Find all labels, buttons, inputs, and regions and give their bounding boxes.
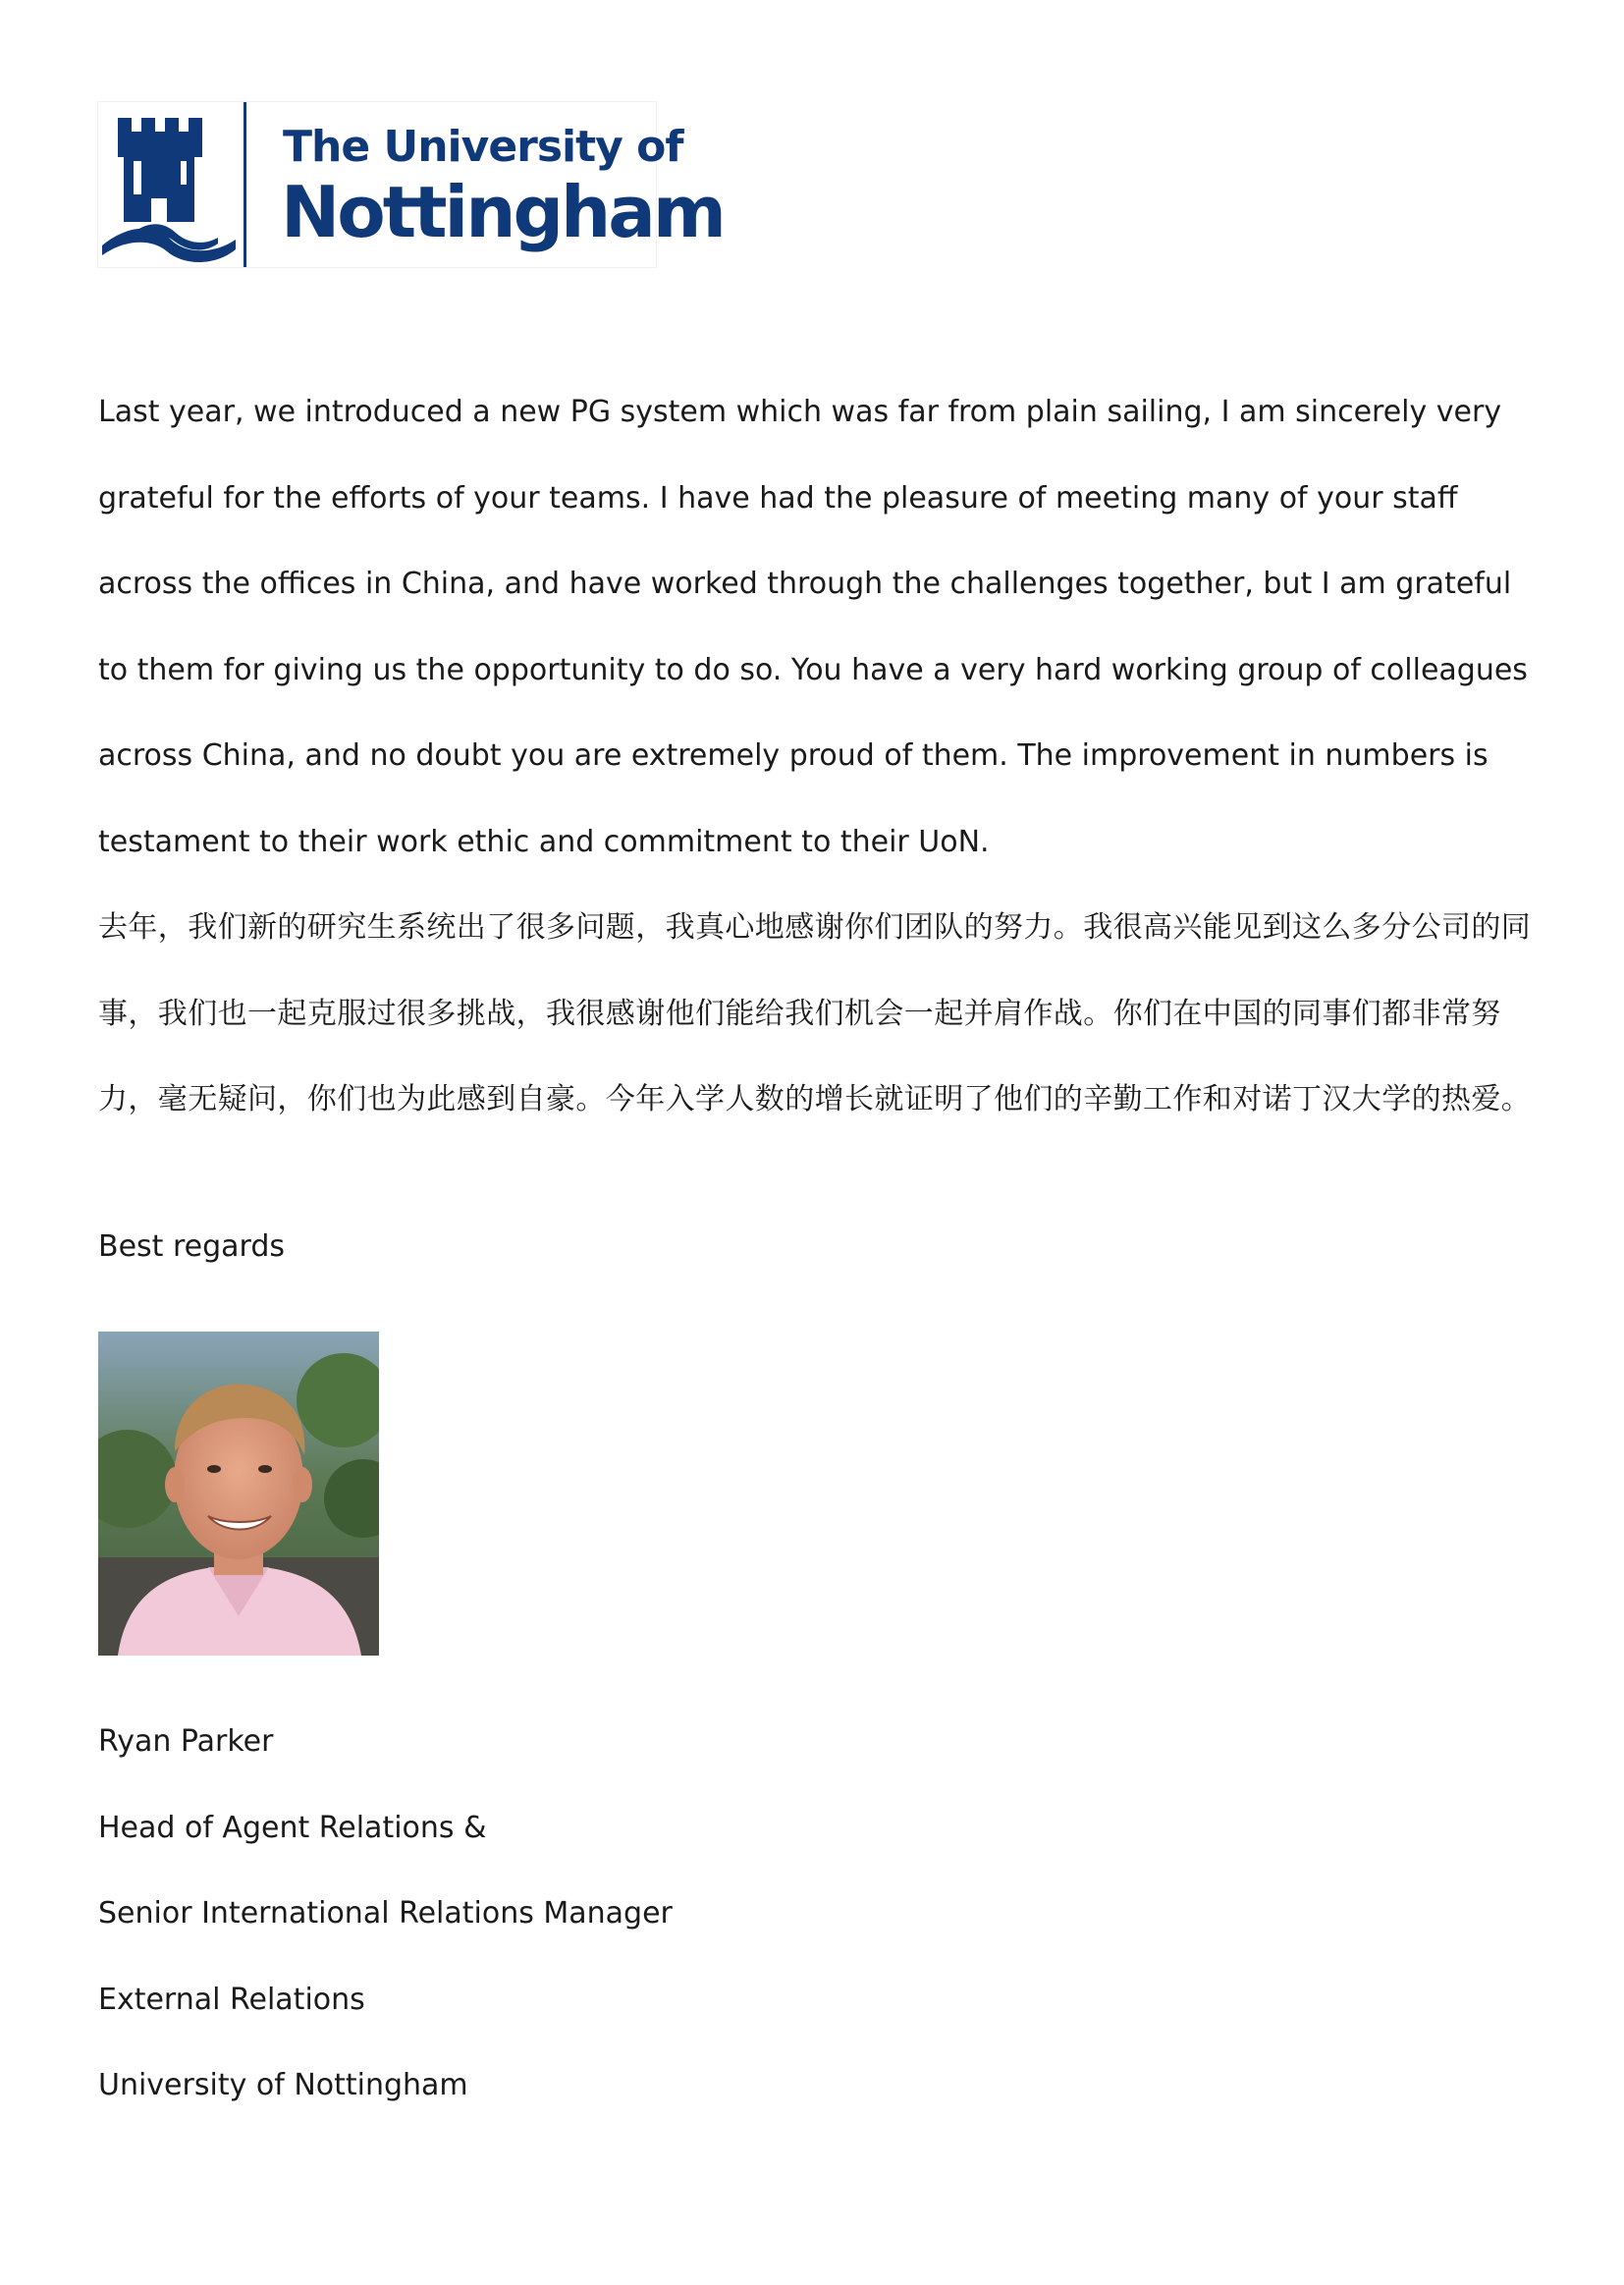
- logo-text-line2: Nottingham: [281, 171, 724, 253]
- paragraph-english: Last year, we introduced a new PG system which was far from plain sailing, I am sincerely very grateful for the efforts of your teams. I have had the pleasure of meeting many of your staff across the offices in China, and have worked through the challenges together, but I am grateful to them for giving us the opportunity to do so. You have a very hard working group of colleagues across China, and no doubt you are extremely proud of them. The improvement in numbers is testament to their work ethic and commitment to their UoN.: [98, 395, 1528, 859]
- closing-salutation: Best regards: [98, 1229, 286, 1264]
- signature-block: [98, 1699, 673, 2129]
- logo-text-line1: The University of: [283, 122, 683, 172]
- signatory-name: Ryan Parker: [98, 1724, 274, 1759]
- logo-divider: [244, 102, 246, 267]
- university-logo: [98, 102, 724, 267]
- paragraph-chinese: 去年，我们新的研究生系统出了很多问题，我真心地感谢你们团队的努力。我很高兴能见到这么多分公司的同事，我们也一起克服过很多挑战，我很感谢他们能给我们机会一起并肩作战。你们在中国的同事们都非常努力，毫无疑问，你们也为此感到自豪。今年入学人数的增长就证明了他们的辛勤工作和对诺丁汉大学的热爱。: [98, 910, 1532, 1116]
- signatory-department: External Relations: [98, 1982, 365, 2017]
- signatory-photo: [98, 1332, 379, 1656]
- letter-body: [98, 369, 1542, 1143]
- castle-crest-icon: [98, 102, 244, 267]
- signatory-title-line2: Senior International Relations Manager: [98, 1896, 673, 1931]
- signatory-title-line1: Head of Agent Relations &: [98, 1810, 487, 1845]
- signatory-organization: University of Nottingham: [98, 2068, 468, 2102]
